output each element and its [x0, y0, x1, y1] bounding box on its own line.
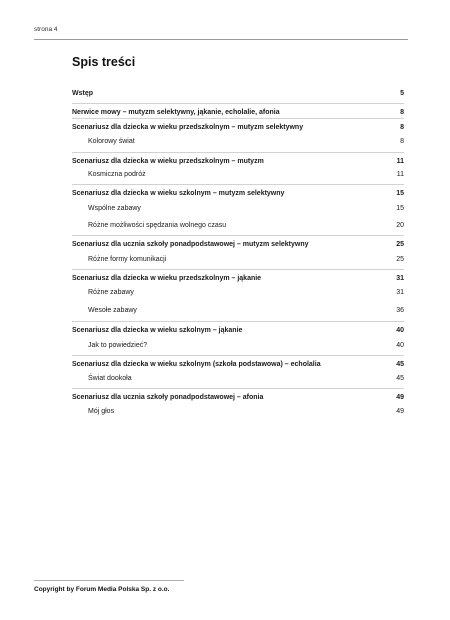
- toc-entry-label: Kosmiczna podróż: [88, 171, 146, 178]
- toc-entry-label: Scenariusz dla dziecka w wieku przedszkolnym – mutyzm selektywny: [72, 124, 304, 131]
- toc-entry-page-number: 11: [396, 171, 404, 178]
- toc-entry-page-number: 45: [396, 361, 404, 368]
- toc-entry-page-number: 45: [396, 375, 404, 382]
- toc-section-entry[interactable]: [72, 107, 404, 118]
- toc-entry-label: Nerwice mowy – mutyzm selektywny, jąkanie, echolalie, afonia: [72, 109, 280, 116]
- toc-entry-page-number: 15: [396, 190, 404, 197]
- page-number: strona 4: [34, 26, 58, 33]
- toc-divider: [72, 321, 404, 322]
- toc-divider: [72, 388, 404, 389]
- toc-entry-page-number: 8: [400, 138, 404, 145]
- toc-section-entry[interactable]: [72, 156, 404, 167]
- toc-entry-page-number: 15: [396, 205, 404, 212]
- toc-entry-page-number: 8: [400, 124, 404, 131]
- toc-subentry[interactable]: [72, 340, 404, 351]
- toc-subentry[interactable]: [72, 203, 404, 214]
- toc-entry-page-number: 25: [396, 241, 404, 248]
- toc-title: Spis treści: [72, 55, 136, 69]
- toc-divider: [72, 184, 404, 185]
- toc-divider: [72, 103, 404, 104]
- toc-entry-label: Różne formy komunikacji: [88, 256, 167, 263]
- toc-entry-label: Różne zabawy: [88, 289, 134, 296]
- toc-section-entry[interactable]: [72, 273, 404, 284]
- toc-entry-page-number: 11: [396, 158, 404, 165]
- toc-entry-page-number: 8: [400, 109, 404, 116]
- toc-entry-label: Mój głos: [88, 408, 115, 415]
- toc-entry-page-number: 49: [396, 394, 404, 401]
- toc-subentry[interactable]: [72, 136, 404, 147]
- toc-entry-page-number: 25: [396, 256, 404, 263]
- footer-rule: [34, 580, 184, 581]
- toc-section-entry[interactable]: [72, 188, 404, 199]
- toc-subentry[interactable]: [72, 254, 404, 265]
- toc-entry-label: Świat dookoła: [88, 375, 132, 382]
- toc-entry-label: Wesołe zabawy: [88, 307, 137, 314]
- toc-entry-label: Scenariusz dla ucznia szkoły ponadpodstawowej – mutyzm selektywny: [72, 241, 309, 248]
- toc-subentry[interactable]: [72, 169, 404, 180]
- page-header: [34, 26, 408, 38]
- toc-entry-page-number: 40: [396, 327, 404, 334]
- toc-subentry[interactable]: [72, 406, 404, 417]
- toc-entry-page-number: 49: [396, 408, 404, 415]
- toc-entry-page-number: 31: [396, 275, 404, 282]
- footer-copyright: Copyright by Forum Media Polska Sp. z o.o.: [34, 586, 170, 593]
- toc-subentry[interactable]: [72, 373, 404, 384]
- toc-divider: [72, 235, 404, 236]
- toc-divider: [72, 118, 404, 119]
- toc-section-entry[interactable]: [72, 239, 404, 250]
- toc-entry-page-number: 36: [396, 307, 404, 314]
- toc-section-entry[interactable]: [72, 122, 404, 133]
- toc-entry-label: Scenariusz dla dziecka w wieku szkolnym – jąkanie: [72, 327, 243, 334]
- toc-divider: [72, 269, 404, 270]
- toc-entry-label: Kolorowy świat: [88, 138, 135, 145]
- toc-entry-page-number: 5: [400, 90, 404, 97]
- toc-divider: [72, 152, 404, 153]
- toc-entry-label: Wstęp: [72, 90, 93, 97]
- toc-subentry[interactable]: [72, 220, 404, 231]
- toc-entry-label: Scenariusz dla dziecka w wieku przedszkolnym – jąkanie: [72, 275, 262, 282]
- toc-entry-label: Wspólne zabawy: [88, 205, 141, 212]
- toc-entry-page-number: 31: [396, 289, 404, 296]
- toc-entry-label: Scenariusz dla dziecka w wieku szkolnym – mutyzm selektywny: [72, 190, 285, 197]
- toc-entry-page-number: 40: [396, 342, 404, 349]
- toc-subentry[interactable]: [72, 287, 404, 298]
- toc-divider: [72, 355, 404, 356]
- toc-entry-label: Różne możliwości spędzania wolnego czasu: [88, 222, 227, 229]
- toc-entry-label: Scenariusz dla dziecka w wieku przedszkolnym – mutyzm: [72, 158, 264, 165]
- toc-section-entry[interactable]: [72, 359, 404, 370]
- toc-section-entry[interactable]: [72, 88, 404, 99]
- toc-subentry[interactable]: [72, 305, 404, 316]
- toc-section-entry[interactable]: [72, 325, 404, 336]
- toc-entry-page-number: 20: [396, 222, 404, 229]
- toc-entry-label: Jak to powiedzieć?: [88, 342, 148, 349]
- toc-section-entry[interactable]: [72, 392, 404, 403]
- toc-entry-label: Scenariusz dla dziecka w wieku szkolnym (szkoła podstawowa) – echolalia: [72, 361, 321, 368]
- header-rule: [34, 39, 408, 40]
- toc-entry-label: Scenariusz dla ucznia szkoły ponadpodstawowej – afonia: [72, 394, 264, 401]
